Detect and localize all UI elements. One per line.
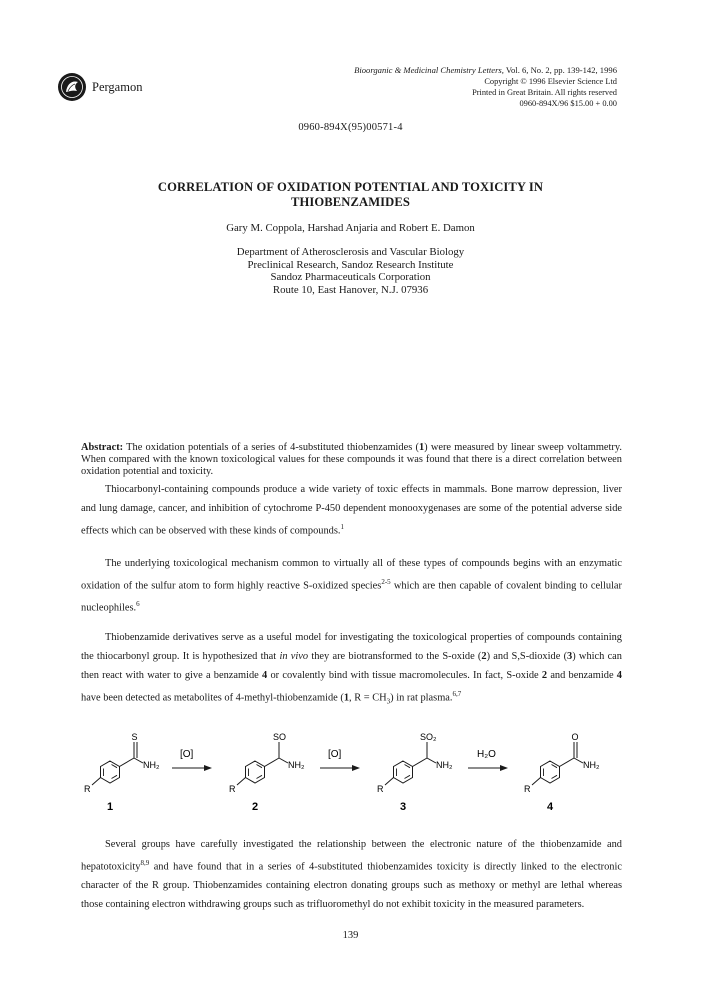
subscript: 3 [386,697,391,706]
r-group: R [84,784,91,794]
citation-ref: 2-5 [381,578,391,586]
compound-2-structure [229,732,305,794]
paragraph-text: ) which can then react with water to give a benzamide [81,651,622,681]
paper-title [90,180,611,210]
citation-ref: 6,7 [452,690,462,698]
journal-header [354,65,617,109]
compound-label-2: 2 [252,801,259,812]
paragraph-text: have been detected as metabolites of 4-methyl-thiobenzamide ( [81,692,344,704]
abstract [81,442,622,478]
title-line-1: CORRELATION OF OXIDATION POTENTIAL AND TOXICITY IN [157,180,544,194]
reaction-scheme [70,732,630,812]
compound-ref: 2 [541,670,548,681]
paragraph-text: , R = CH [349,692,387,704]
affiliation-line: Sandoz Pharmaceuticals Corporation [270,271,431,284]
compound-ref: 4 [616,670,622,681]
reagent-label: [O] [328,749,342,760]
carbonyl-group: O [571,732,579,742]
paragraph-text: and have found that in a series of 4-substituted thiobenzamides toxicity is directly linked to the electronic character of the R group. Thiobenzamides containing electron donating groups such as methoxy or methyl are lethal whereas those containing electron withdrawing groups such as trifluoromethyl do not exhibit toxicity in the measured parameters. [81,861,622,911]
paragraph-text: ) and S,S-dioxide ( [486,651,568,662]
paragraph-text: Thiocarbonyl-containing compounds produce a wide variety of toxic effects in mammals. Bone marrow depression, liver and lung damage, cancer, and inhibition of cytochrome P-450 dependent monooxygenases are some of the potential adverse side effects which can be observed with these kinds of compounds. [81,484,622,537]
r-group: R [524,784,531,794]
reaction-arrow-2 [320,749,360,771]
r-group: R [377,784,384,794]
author-list: Gary M. Coppola, Harshad Anjaria and Robert E. Damon [226,222,475,234]
italic-term: in vivo [279,651,309,662]
reaction-arrow-3 [468,749,508,771]
reagent-label: H₂O [477,749,496,760]
citation-ref: 1 [340,523,345,531]
compound-label-1: 1 [107,801,114,812]
reagent-label: [O] [180,749,194,760]
affiliation [0,246,701,296]
abstract-text: ) were measured by linear sweep voltammetry. When compared with the known toxicological values for these compounds it was found that there is a direct correlation between oxidation potential and toxicity. [81,442,622,477]
abstract-label: Abstract: [81,442,124,453]
abstract-text: The oxidation potentials of a series of 4-substituted thiobenzamides ( [123,442,419,453]
r-group: R [229,784,236,794]
paragraph-text: The underlying toxicological mechanism common to virtually all of these types of compounds begins with an enzymatic oxidation of the sulfur atom to form highly reactive S-oxidized species [81,558,622,592]
paragraph-text: which are then capable of covalent binding to cellular nucleophiles. [81,580,623,614]
doi-identifier: 0960-894X(95)00571-4 [298,122,403,133]
compound-label-4: 4 [547,801,554,812]
amine-group: NH₂ [583,760,600,770]
compound-1-structure [84,732,160,794]
citation-ref: 8,9 [140,859,150,867]
journal-citation [354,65,617,76]
sulfoxide-group: SO [273,732,287,742]
paragraph-text: or covalently bind with tissue macromolecules. In fact, S-oxide [267,670,542,681]
body-paragraph-4 [81,835,622,914]
affiliation-line: Department of Atherosclerosis and Vascular Biology [236,246,465,258]
compound-ref: 1 [418,442,425,453]
affiliation-line: Route 10, East Hanover, N.J. 07936 [272,283,429,296]
copyright-line: Copyright © 1996 Elsevier Science Ltd [484,77,617,86]
compound-ref: 1 [343,692,350,704]
paragraph-text: Several groups have carefully investigated the relationship between the electronic nature of the thiobenzamide and hepatotoxicity [81,839,622,873]
affiliation-line: Preclinical Research, Sandoz Research Institute [247,258,454,271]
paragraph-text: ) in rat plasma. [390,692,453,704]
publisher-name: Pergamon [92,80,143,94]
amine-group: NH₂ [436,760,453,770]
journal-name: Bioorganic & Medicinal Chemistry Letters, [354,65,504,75]
pergamon-logo-icon [57,72,87,102]
printed-line: Printed in Great Britain. All rights reserved [472,88,617,97]
compound-4-structure [524,732,600,794]
amine-group: NH₂ [143,760,160,770]
paragraph-text: Thiobenzamide derivatives serve as a useful model for investigating the toxicological properties of compounds containing the thiocarbonyl group. It is hypothesized that [81,632,622,662]
citation-ref: 6 [136,600,140,609]
journal-details: Vol. 6, No. 2, pp. 139-142, 1996 [503,65,617,75]
sulfone-group: SO₂ [420,732,437,742]
compound-label-3: 3 [400,801,407,812]
compound-ref: 4 [262,670,268,681]
paragraph-text: they are biotransformed to the S-oxide ( [308,651,482,662]
body-paragraph-1 [81,480,622,540]
title-line-2: THIOBENZAMIDES [291,195,410,209]
price-line: 0960-894X/96 $15.00 + 0.00 [519,99,617,108]
compound-ref: 3 [567,651,573,662]
reaction-arrow-1 [172,749,212,771]
compound-3-structure [377,732,453,794]
amine-group: NH₂ [288,760,305,770]
body-paragraph-3 [81,628,622,712]
thio-group: S [131,732,138,742]
page-number: 139 [342,930,359,941]
body-paragraph-2 [81,554,622,618]
compound-ref: 2 [481,651,487,662]
paragraph-text: and benzamide [547,670,617,681]
